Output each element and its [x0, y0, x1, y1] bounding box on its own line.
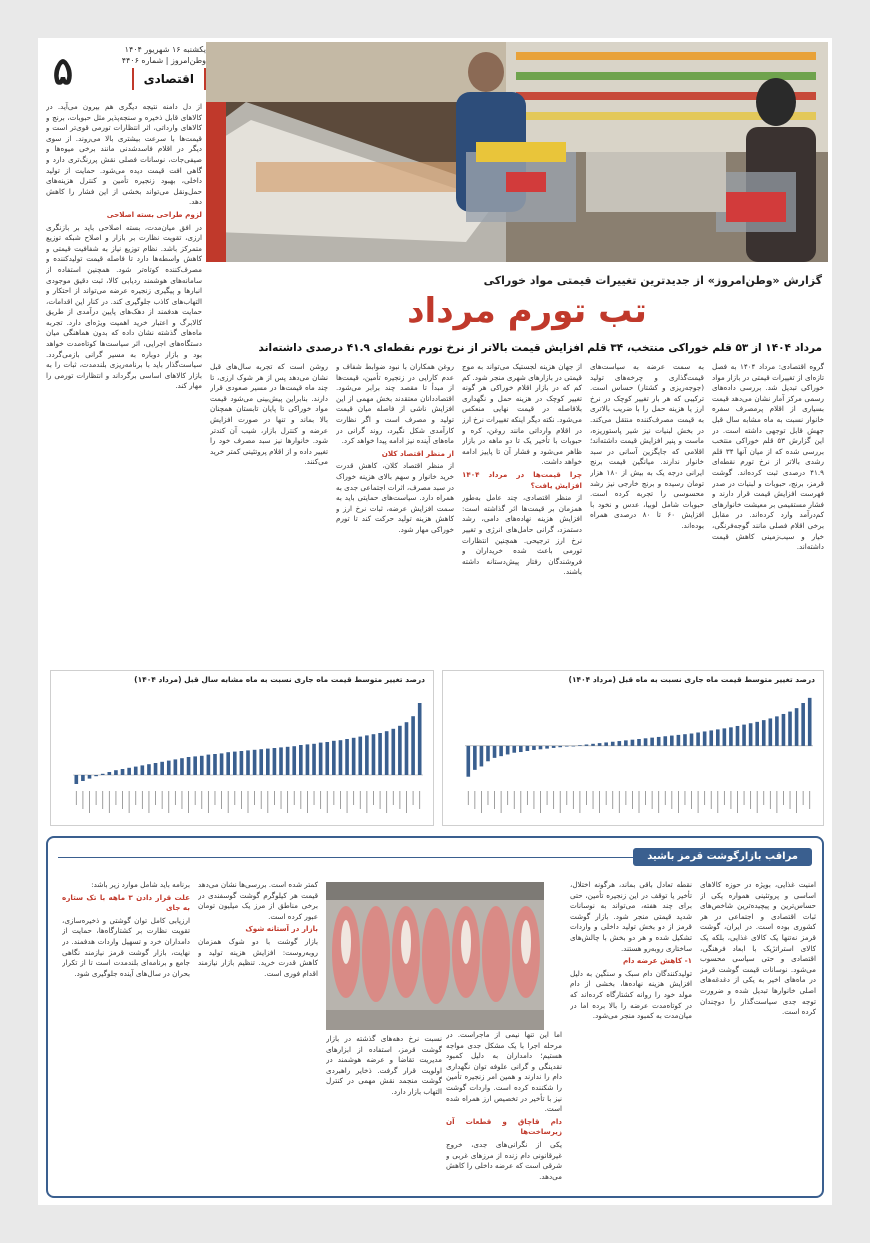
chart-bar	[749, 723, 753, 746]
supermarket-photo	[206, 42, 828, 262]
chart-category-label-mark	[406, 791, 407, 813]
column-5-text: روشن است که تجربه سال‌های قبل نشان می‌دهد پس از هر شوک ارزی، تا چند ماه قیمت‌ها در مسیر صعودی قرار دارند. بنابراین پیش‌بینی می‌شود قیمت مواد خوراکی تا پایان تابستان همچنان بالا بماند و تنها در صورت افزایش عرضه و کنترل بازار، شیب آن کندتر شود. خانوارها نیز سبد مصرف خود را تغییر داده و از اقلام پروتئینی کمتر خرید می‌کنند.	[210, 362, 328, 467]
chart-bar	[578, 745, 582, 746]
column-1	[712, 362, 824, 662]
chart-bar	[611, 742, 615, 746]
chart-bar	[325, 742, 329, 775]
chart-category-label-mark	[599, 791, 600, 813]
chart-category-label-mark	[162, 791, 163, 809]
chart-bar	[418, 703, 422, 775]
chart-bar	[306, 744, 310, 775]
chart-category-label-mark	[248, 791, 249, 813]
chart-bar	[466, 746, 470, 777]
chart-bar	[81, 775, 85, 781]
chart-category-label-mark	[254, 791, 255, 805]
chart-bar	[292, 746, 296, 775]
chart-category-label-mark	[76, 791, 77, 805]
chart-category-label-mark	[527, 791, 528, 805]
chart-category-label-mark	[534, 791, 535, 809]
chart-category-label-mark	[625, 791, 626, 805]
chart-bar	[729, 727, 733, 746]
chart-bar	[624, 740, 628, 745]
issue-date: یکشنبه ۱۶ شهریور ۱۴۰۴	[124, 45, 206, 54]
chart-bar	[558, 746, 562, 747]
chart-bar	[631, 740, 635, 746]
chart-category-label-mark	[698, 791, 699, 813]
chart-category-label-mark	[566, 791, 567, 805]
chart-bar	[259, 749, 263, 775]
chart-category-label-mark	[580, 791, 581, 813]
chart-category-label-mark	[201, 791, 202, 809]
chart-category-label-mark	[619, 791, 620, 813]
chart-bar	[160, 762, 164, 775]
chart-category-label-mark	[234, 791, 235, 805]
chart-bar	[762, 720, 766, 746]
chart-category-label-mark	[241, 791, 242, 809]
chart-bar	[345, 739, 349, 775]
chart-monthly-title: درصد تغییر متوسط قیمت ماه جاری نسبت به ماه قبل (مرداد ۱۴۰۴)	[568, 675, 815, 684]
chart-bar	[141, 765, 145, 775]
chart-bar	[644, 738, 648, 746]
chart-bar	[499, 746, 503, 756]
chart-bar	[769, 718, 773, 745]
chart-bar	[788, 712, 792, 746]
chart-bar	[486, 746, 490, 761]
chart-category-label-mark	[419, 791, 420, 809]
chart-bar	[88, 775, 92, 779]
chart-bar	[405, 722, 409, 775]
chart-category-label-mark	[274, 791, 275, 805]
chart-bar	[411, 716, 415, 775]
chart-bar	[480, 746, 484, 767]
chart-bar	[121, 769, 125, 775]
chart-category-label-mark	[790, 791, 791, 809]
sidebar-column-2-text: نقطه تعادل باقی بماند، هرگونه اختلال، تأخیر یا توقف در این زنجیره تأمین، حتی برای چند هفته، می‌تواند به نوسانات شدید قیمتی منجر شود. بازار گوشت قرمز از دو بخش تولید داخلی و واردات تشکیل شده و هر دو بخش با چالش‌های ساختاری روبه‌رو هستند.	[570, 880, 692, 953]
chart-category-label-mark	[261, 791, 262, 809]
chart-category-label-mark	[380, 791, 381, 809]
chart-category-label-mark	[155, 791, 156, 805]
chart-bar	[801, 703, 805, 746]
chart-bar	[233, 752, 237, 775]
chart-category-label-mark	[632, 791, 633, 809]
chart-category-label-mark	[507, 791, 508, 805]
chart-category-label-mark	[195, 791, 196, 805]
chart-bar	[167, 761, 171, 775]
chart-category-label-mark	[750, 791, 751, 809]
column-2	[590, 362, 704, 662]
chart-bar	[709, 730, 713, 745]
chart-category-label-mark	[314, 791, 315, 805]
chart-bar	[683, 734, 687, 746]
chart-category-label-mark	[116, 791, 117, 805]
column-5	[210, 362, 328, 662]
sidebar-column-6-body: ارزیابی کامل توان گوشتی و ذخیره‌سازی، تقویت نظارت بر کشتارگاه‌ها، حمایت از دامداران خرد و تسهیل واردات هدفمند. در نهایت، بازار گوشت قرمز نیازمند نگاهی جامع و برنامه‌ای بلندمدت است تا از تکرار بحران در سال‌های آینده جلوگیری شود.	[62, 915, 190, 978]
chart-category-label-mark	[796, 791, 797, 813]
chart-category-label-mark	[373, 791, 374, 805]
chart-bar	[670, 736, 674, 746]
chart-bar	[398, 726, 402, 775]
sidebar-column-5-body: بازار گوشت با دو شوک همزمان روبه‌روست: افزایش هزینه تولید و کاهش قدرت خرید. تنظیم بازار نیازمند اقدام فوری است.	[198, 936, 318, 978]
chart-category-label-mark	[129, 791, 130, 813]
chart-bar	[808, 698, 812, 746]
chart-bar	[147, 764, 151, 775]
sidebar-article-box	[46, 836, 824, 1198]
sidebar-column-1-text: امنیت غذایی، بویژه در حوزه کالاهای اساسی و پروتئینی همواره یکی از حساس‌ترین و پیچیده‌ترین شاخص‌های ثبات اقتصادی و اجتماعی در هر کشوری بوده است. در ایران، گوشت قرمز نه‌تنها یک کالای غذایی، بلکه یک کالای استراتژیک با ابعاد فرهنگی، اقتصادی و حتی سیاسی محسوب می‌شود. نوسانات قیمت گوشت قرمز در ماه‌های اخیر به یکی از دغدغه‌های اصلی خانوارها تبدیل شده و ضرورت توجه جدی سیاست‌گذار را دوچندان کرده است.	[700, 880, 816, 1017]
chart-category-label-mark	[215, 791, 216, 805]
chart-category-label-mark	[333, 791, 334, 805]
chart-bar	[114, 770, 118, 775]
chart-category-label-mark	[327, 791, 328, 813]
chart-category-label-mark	[586, 791, 587, 805]
sidebar-column-4-text: نسبت نرخ دهه‌های گذشته در بازار گوشت قرمز، استفاده از ابزارهای مدیریت تقاضا و عرضه هوشمند در اولویت قرار گرفت. ذخایر راهبردی گوشت منجمد نقش مهمی در کنترل التهاب بازار دارد.	[326, 1034, 442, 1096]
chart-bar	[650, 738, 654, 746]
chart-category-label-mark	[514, 791, 515, 809]
sidebar-column-6	[62, 880, 190, 1192]
chart-category-label-mark	[717, 791, 718, 813]
chart-bar	[545, 746, 549, 749]
supermarket-illustration	[206, 42, 828, 262]
chart-yearly	[50, 670, 434, 826]
chart-category-label-mark	[685, 791, 686, 805]
chart-bar	[775, 716, 779, 745]
chart-bar	[213, 754, 217, 775]
chart-bar	[506, 746, 510, 755]
chart-category-label-mark	[267, 791, 268, 813]
chart-category-label-mark	[658, 791, 659, 813]
chart-category-label-mark	[399, 791, 400, 809]
chart-bar	[598, 743, 602, 746]
chart-bar	[696, 732, 700, 745]
subheading-supply: ۱- کاهش عرضه دام	[622, 956, 692, 966]
sidebar-column-6-text: برنامه باید شامل موارد زیر باشد:	[91, 880, 190, 889]
page-header	[46, 44, 206, 100]
chart-category-label-mark	[553, 791, 554, 809]
chart-monthly-plot	[449, 687, 819, 821]
chart-bar	[690, 734, 694, 746]
chart-category-label-mark	[188, 791, 189, 813]
chart-category-label-mark	[645, 791, 646, 805]
chart-category-label-mark	[89, 791, 90, 813]
column-3-text: از جهان هزینه لجستیک می‌تواند به موج قیمتی در بازارهای شهری منجر شود. کم کم که در بازار اقلام خوراکی هر گونه تغییر کوچک در هزینه حمل و نگهداری بلافاصله در قیمت نهایی منعکس می‌شود. نکته دیگر اینکه تغییرات نرخ ارز در اقلام وارداتی مانند روغن، کره و حبوبات با تأخیر یک تا دو ماهه در بازار ظاهر می‌شود و فشار آن تا پاییز ادامه خواهد داشت.	[462, 362, 582, 467]
chart-bar	[240, 751, 244, 775]
chart-bar	[618, 741, 622, 746]
chart-category-label-mark	[468, 791, 469, 805]
column-4-text: روغن همکاران با نبود ضوابط شفاف و عدم کارایی در زنجیره تأمین، قیمت‌ها از مبدأ تا مقصد چند برابر می‌شود. اقتصاددانان معتقدند بخش مهمی از این افزایش ناشی از فاصله میان قیمت تولید و مصرف است و اگر نظارت کارآمدی شکل نگیرد، روند گرانی در ماه‌های آینده نیز ادامه پیدا خواهد کرد.	[336, 362, 454, 446]
sidebar-column-5	[198, 880, 318, 1192]
chart-bar	[352, 738, 356, 775]
issue-number: وطن‌امروز | شماره ۴۴۰۶	[121, 56, 206, 65]
chart-category-label-mark	[142, 791, 143, 809]
chart-category-label-mark	[307, 791, 308, 813]
chart-bar	[519, 746, 523, 752]
sidebar-column-3-text: اما این تنها نیمی از ماجراست. در مرحله اجرا با یک مشکل جدی مواجه هستیم؛ دامداران به دلیل کمبود نقدینگی و گرانی علوفه توان نگهداری دام را ندارند و همین امر زنجیره تأمین را شکننده کرده است. واردات گوشت نیز با تأخیر در تخصیص ارز همراه شده است.	[446, 1030, 562, 1114]
chart-category-label-mark	[744, 791, 745, 805]
chart-bar	[473, 746, 477, 770]
chart-bar	[180, 758, 184, 775]
chart-yearly-title: درصد تغییر متوسط قیمت ماه جاری نسبت به ماه مشابه سال قبل (مرداد ۱۴۰۴)	[134, 675, 425, 684]
sidebar-column-2-body: تولیدکنندگان دام سبک و سنگین به دلیل افزایش هزینه نهاده‌ها، بخشی از دام مولد خود را روانه کشتارگاه کرده‌اند که در کوتاه‌مدت عرضه را بالا برده اما در میان‌مدت به کمبود منجر می‌شود.	[570, 968, 692, 1021]
chart-category-label-mark	[652, 791, 653, 809]
chart-category-label-mark	[809, 791, 810, 809]
chart-category-label-mark	[360, 791, 361, 809]
column-3	[462, 362, 582, 662]
chart-bar	[391, 729, 395, 775]
chart-bar	[134, 767, 138, 775]
column-1-text: گروه اقتصادی: مرداد ۱۴۰۴ به فصل تازه‌ای از تغییرات قیمتی در بازار مواد خوراکی تبدیل شد. بررسی داده‌های رسمی مرکز آمار نشان می‌دهد قیمت بسیاری از اقلام پرمصرف سفره خانوار نسبت به ماه مشابه سال قبل جهش قابل توجهی داشته است. در این گزارش ۵۳ قلم خوراکی منتخب بررسی شده که از میان آنها ۳۴ قلم رشدی بالاتر از نرخ تورم نقطه‌ای ۴۱.۹ درصدی ثبت کرده‌اند. گوشت قرمز، برنج، حبوبات و لبنیات در صدر فهرست افزایش قیمت قرار دارند و فشار مستقیمی بر معیشت خانوارهای کم‌درآمد وارد کرده‌اند. در مقابل برخی اقلام فصلی مانند گوجه‌فرنگی، خیار و سیب‌زمینی کاهش قیمت داشته‌اند.	[712, 362, 824, 552]
chart-category-label-mark	[149, 791, 150, 813]
sidebar-column-1	[700, 880, 816, 1192]
chart-category-label-mark	[228, 791, 229, 813]
column-4	[336, 362, 454, 662]
chart-category-label-mark	[737, 791, 738, 813]
chart-category-label-mark	[520, 791, 521, 813]
chart-category-label-mark	[386, 791, 387, 813]
chart-category-label-mark	[109, 791, 110, 813]
sidebar-column-5-text: کمتر شده است. بررسی‌ها نشان می‌دهد قیمت هر کیلوگرم گوشت گوسفندی در برخی مناطق از مرز یک میلیون تومان عبور کرده است.	[198, 880, 318, 921]
chart-category-label-mark	[671, 791, 672, 809]
chart-category-label-mark	[481, 791, 482, 813]
subheading-program: علت قرار دادن ۳ ماهه با تک ستاره به جای	[62, 892, 190, 913]
chart-bar	[716, 729, 720, 745]
chart-category-label-mark	[135, 791, 136, 805]
sidebar-column-2	[570, 880, 692, 1192]
column-left-intro: از دل دامنه‌ نتیجه دیگری هم بیرون می‌آید. در کالاهای قابل ذخیره و سنجه‌پذیر مثل حبوبات، برنج و کالاهای وارداتی، اثر انتظارات تورمی قوی‌تر است و قیمت‌ها با سرعت بیشتری بالا می‌روند. از سوی دیگر در اقلام فاسدشدنی مانند برخی میوه‌ها و صیفی‌جات، نوسانات فصلی نقش پررنگ‌تری دارد و گاهی افت قیمت دیده می‌شود. حمایت از تولید داخلی، بهبود زنجیره تأمین و کنترل هزینه‌های حمل‌ونقل می‌تواند بخشی از این فشار را کاهش دهد.	[46, 102, 202, 207]
chart-bar	[585, 744, 589, 745]
chart-bar	[723, 728, 727, 745]
chart-category-label-mark	[593, 791, 594, 809]
chart-category-label-mark	[474, 791, 475, 809]
chart-category-label-mark	[281, 791, 282, 809]
chart-category-label-mark	[294, 791, 295, 805]
subheading-smuggling: دام قاچاق و قطعات آن زیرساخت‌ها	[446, 1116, 562, 1137]
chart-category-label-mark	[488, 791, 489, 805]
chart-category-label-mark	[560, 791, 561, 813]
chart-bar	[795, 708, 799, 746]
chart-monthly	[442, 670, 824, 826]
article-kicker: گزارش «وطن‌امروز» از جدیدترین تغییرات قیمتی مواد خوراکی	[483, 274, 822, 287]
issue-info	[122, 44, 206, 66]
chart-bar	[127, 768, 131, 775]
chart-category-label-mark	[612, 791, 613, 809]
chart-bar	[312, 744, 316, 775]
chart-bar	[253, 750, 257, 775]
chart-category-label-mark	[208, 791, 209, 813]
chart-bar	[273, 748, 277, 775]
chart-category-label-mark	[340, 791, 341, 809]
chart-category-label-mark	[494, 791, 495, 809]
chart-bar	[319, 743, 323, 775]
chart-bar	[372, 734, 376, 775]
chart-bar	[339, 740, 343, 775]
chart-category-label-mark	[678, 791, 679, 813]
chart-bar	[299, 745, 303, 775]
page-number: ۵	[52, 48, 74, 93]
chart-bar	[332, 741, 336, 775]
chart-bar	[604, 742, 608, 745]
chart-bar	[358, 737, 362, 775]
chart-bar	[782, 714, 786, 746]
article-headline: تب تورم مرداد	[407, 291, 647, 331]
chart-bar	[365, 735, 369, 775]
chart-bar	[755, 722, 759, 746]
chart-bar	[154, 763, 158, 775]
chart-bar	[200, 756, 204, 775]
subheading-why: چرا قیمت‌ها در مرداد ۱۴۰۴ افزایش یافت؟	[462, 469, 582, 490]
chart-category-label-mark	[221, 791, 222, 809]
chart-category-label-mark	[770, 791, 771, 809]
chart-bar	[286, 747, 290, 775]
chart-category-label-mark	[711, 791, 712, 809]
chart-bar	[742, 725, 746, 746]
column-2-text: به سمت عرضه به سیاست‌های قیمت‌گذاری و چرخه‌های تولید (جوجه‌ریزی و کشتار) حساس است. ترکیبی که هر بار تغییر کوچک در نرخ ارز یا هزینه حمل را با ضریب بالاتری به قیمت مصرف‌کننده منتقل می‌کند. در بخش لبنیات نیز شیر پاستوریزه، ماست و پنیر افزایش قیمت داشته‌اند؛ اقلامی که جایگزین آسانی در سبد خانوار ندارند. میانگین قیمت برنج ایرانی درجه یک به بیش از ۱۸۰ هزار تومان رسیده و برنج خارجی نیز رشد محسوسی را تجربه کرده است. حبوبات شامل لوبیا، عدس و نخود با افزایش ۶۰ تا ۸۰ درصدی همراه بوده‌اند.	[590, 362, 704, 530]
chart-bar	[539, 746, 543, 749]
chart-category-label-mark	[168, 791, 169, 813]
chart-bar	[703, 731, 707, 745]
chart-bar	[552, 746, 556, 748]
chart-bar	[193, 756, 197, 775]
chart-bar	[187, 757, 191, 775]
newspaper-page	[38, 38, 832, 1205]
chart-bar	[385, 731, 389, 775]
chart-bar	[637, 739, 641, 746]
chart-category-label-mark	[347, 791, 348, 813]
chart-bar	[572, 746, 576, 747]
chart-category-label-mark	[691, 791, 692, 809]
chart-bar	[512, 746, 516, 753]
sidebar-column-4	[326, 1034, 442, 1192]
chart-yearly-plot	[57, 687, 429, 821]
chart-bar	[657, 737, 661, 746]
chart-category-label-mark	[96, 791, 97, 805]
chart-category-label-mark	[320, 791, 321, 809]
chart-category-label-mark	[287, 791, 288, 813]
chart-bar	[378, 733, 382, 775]
sidebar-column-3	[446, 880, 562, 1192]
chart-bar	[493, 746, 497, 758]
article-lead: مرداد ۱۴۰۴ از ۵۳ قلم خوراکی منتخب، ۳۴ قلم افزایش قیمت بالاتر از نرخ تورم نقطه‌ای ۴۱.۹ درصدی داشته‌اند	[258, 342, 822, 354]
chart-bar	[246, 750, 250, 775]
chart-category-label-mark	[393, 791, 394, 805]
chart-category-label-mark	[366, 791, 367, 813]
chart-category-label-mark	[776, 791, 777, 813]
chart-category-label-mark	[353, 791, 354, 805]
chart-bar	[591, 744, 595, 746]
chart-bar	[279, 747, 283, 775]
chart-category-label-mark	[413, 791, 414, 805]
column-left-body: در افق میان‌مدت، بسته اصلاحی باید بر بازنگری ارزی، تقویت نظارت بر بازار و اصلاح شبکه توزیع متمرکز باشد. نظام توزیع نیاز به شفافیت قیمتی و کاهش واسطه‌ها دارد تا فاصله قیمت تولیدکننده و مصرف‌کننده کوتاه‌تر شود. همچنین استفاده از سامانه‌های هوشمند ردیابی کالا، ثبت دقیق موجودی انبارها و پیگیری زنجیره عرضه می‌تواند از احتکار و التهاب‌های کاذب جلوگیری کند. در کنار این اقدامات، حمایت هدفمند از دهک‌های پایین درآمدی از طریق کالابرگ و اعتبار خرید اهمیت ویژه‌ای دارد. تجربه ماه‌های گذشته نشان داده که بدون هماهنگی میان دستگاه‌های اجرایی، اثر سیاست‌ها کوتاه‌مدت خواهد بود و بازار دوباره به مسیر گرانی بازمی‌گردد. سیاست‌گذار باید با برنامه‌ریزی بلندمدت، ثبات را به بازار کالاهای اساسی برگرداند و انتظارات تورمی را مهار کند.	[46, 222, 202, 391]
chart-category-label-mark	[724, 791, 725, 805]
sidebar-article-title: مراقب بازارگوشت قرمز باشید	[633, 848, 812, 866]
chart-bar	[677, 735, 681, 746]
subheading-macro: از منظر اقتصاد کلان	[381, 448, 454, 458]
chart-bar	[220, 753, 224, 775]
chart-category-label-mark	[102, 791, 103, 809]
chart-bar	[736, 726, 740, 746]
chart-category-label-mark	[606, 791, 607, 805]
chart-bar	[226, 752, 230, 775]
chart-category-label-mark	[540, 791, 541, 813]
subheading-reform: لزوم طراحی بسته اصلاحی	[106, 209, 202, 219]
chart-category-label-mark	[639, 791, 640, 813]
chart-category-label-mark	[175, 791, 176, 805]
chart-category-label-mark	[783, 791, 784, 805]
chart-bar	[101, 774, 105, 775]
chart-category-label-mark	[83, 791, 84, 809]
section-label: اقتصادی	[132, 68, 206, 90]
chart-category-label-mark	[757, 791, 758, 813]
chart-bar	[663, 736, 667, 746]
chart-bar	[108, 772, 112, 775]
chart-category-label-mark	[182, 791, 183, 809]
chart-bar	[74, 775, 78, 784]
chart-category-label-mark	[665, 791, 666, 805]
chart-category-label-mark	[547, 791, 548, 805]
chart-bar	[94, 775, 98, 776]
chart-bar	[532, 746, 536, 750]
chart-category-label-mark	[300, 791, 301, 809]
chart-bar	[207, 755, 211, 775]
column-left	[46, 102, 202, 666]
chart-category-label-mark	[573, 791, 574, 809]
column-4-body: از منظر اقتصاد کلان، کاهش قدرت خرید خانوار و سهم بالای هزینه خوراک در سبد مصرف، اثرات اجتماعی جدی به همراه دارد. سیاست‌های حمایتی باید به سمت افزایش عرضه، ثبات نرخ ارز و کاهش هزینه تولید حرکت کند تا تورم خوراکی مهار شود.	[336, 461, 454, 534]
chart-bar	[565, 746, 569, 747]
chart-category-label-mark	[704, 791, 705, 805]
chart-bar	[266, 749, 270, 775]
chart-category-label-mark	[122, 791, 123, 809]
chart-category-label-mark	[501, 791, 502, 813]
chart-category-label-mark	[731, 791, 732, 809]
sidebar-column-3-body: یکی از نگرانی‌های جدی، خروج غیرقانونی دام زنده از مرزهای غربی و شرقی است که عرضه داخلی را کاهش می‌دهد.	[446, 1139, 562, 1181]
chart-bar	[526, 746, 530, 751]
subheading-shock: بازار در آستانه شوک	[245, 924, 318, 934]
chart-category-label-mark	[803, 791, 804, 805]
chart-category-label-mark	[763, 791, 764, 805]
chart-bar	[174, 759, 178, 775]
column-3-body: از منظر اقتصادی، چند عامل به‌طور همزمان بر قیمت‌ها اثر گذاشته است: افزایش هزینه نهاده‌های دامی، رشد دستمزد، گرانی حامل‌های انرژی و تغییر نرخ ارز ترجیحی. همچنین انتظارات تورمی باعث شده خریداران و فروشندگان رفتار پیش‌دستانه داشته باشند.	[462, 493, 582, 577]
